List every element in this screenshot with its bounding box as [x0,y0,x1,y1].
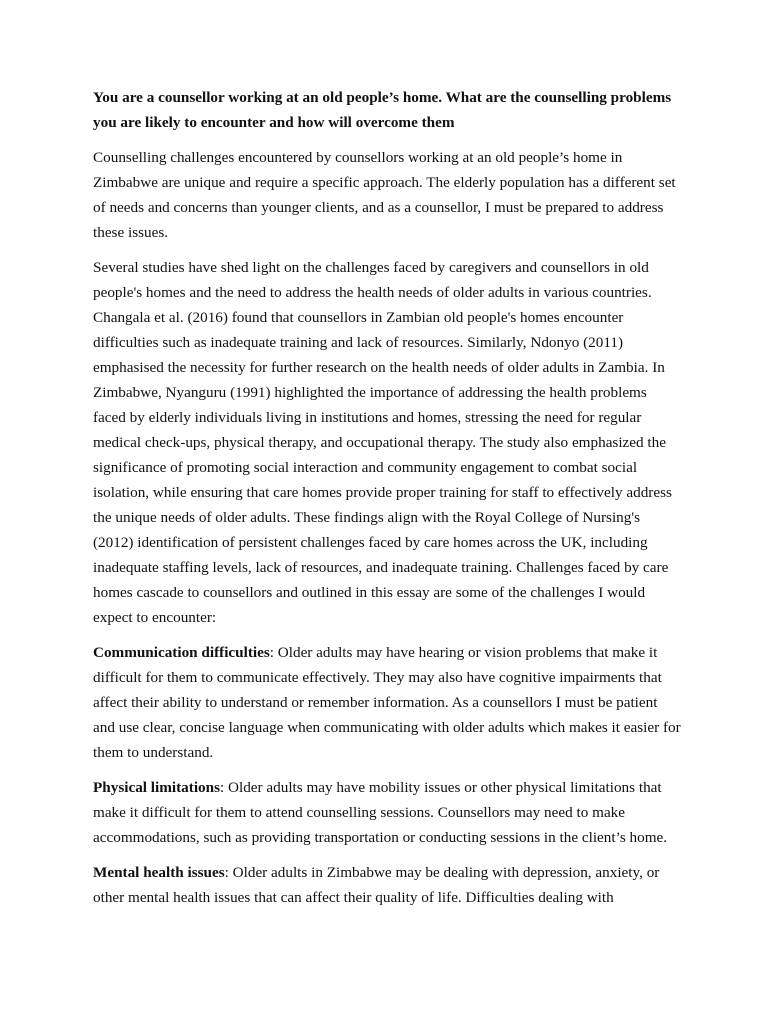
section-heading: Communication difficulties [93,644,270,661]
section-text: : Older adults may have mobility issues or other physical limitations that make it difficult for them to attend counselling sessions. Counsellors may need to make accommodations, such as providing transportation or conducting sessions in the client’s home. [93,779,668,846]
document-body [93,85,683,920]
section-physical-limitations [93,775,683,850]
section-text: : Older adults may have hearing or vision problems that make it difficult for them to communicate effectively. They may also have cognitive impairments that affect their ability to understand or remember information. As a counsellors I must be patient and use clear, concise language when communicating with older adults which makes it easier for them to understand. [93,644,681,761]
section-mental-health-issues [93,860,683,910]
intro-paragraph: Counselling challenges encountered by counsellors working at an old people’s home in Zimbabwe are unique and require a specific approach. The elderly population has a different set of needs and concerns than younger clients, and as a counsellor, I must be prepared to address these issues. [93,149,676,241]
section-communication-difficulties [93,640,683,765]
section-heading: Physical limitations [93,779,220,796]
section-heading: Mental health issues [93,864,225,881]
studies-paragraph: Several studies have shed light on the challenges faced by caregivers and counsellors in old people's homes and the need to address the health needs of older adults in various countries. Changala et al. (2016) found that counsellors in Zambian old people's homes encounter difficulties such as inadequate training and lack of resources. Similarly, Ndonyo (2011) emphasised the necessity for further research on the health needs of older adults in Zambia. In Zimbabwe, Nyanguru (1991) highlighted the importance of addressing the health problems faced by elderly individuals living in institutions and homes, stressing the need for regular medical check-ups, physical therapy, and occupational therapy. The study also emphasized the significance of promoting social interaction and community engagement to combat social isolation, while ensuring that care homes provide proper training for staff to effectively address the unique needs of older adults. These findings align with the Royal College of Nursing's (2012) identification of persistent challenges faced by care homes across the UK, including inadequate staffing levels, lack of resources, and inadequate training. Challenges faced by care homes cascade to counsellors and outlined in this essay are some of the challenges I would expect to encounter: [93,259,672,626]
document-title: You are a counsellor working at an old people’s home. What are the counselling problems you are likely to encounter and how will overcome them [93,89,672,131]
section-text: : Older adults in Zimbabwe may be dealing with depression, anxiety, or other mental health issues that can affect their quality of life. Difficulties dealing with [93,864,660,906]
